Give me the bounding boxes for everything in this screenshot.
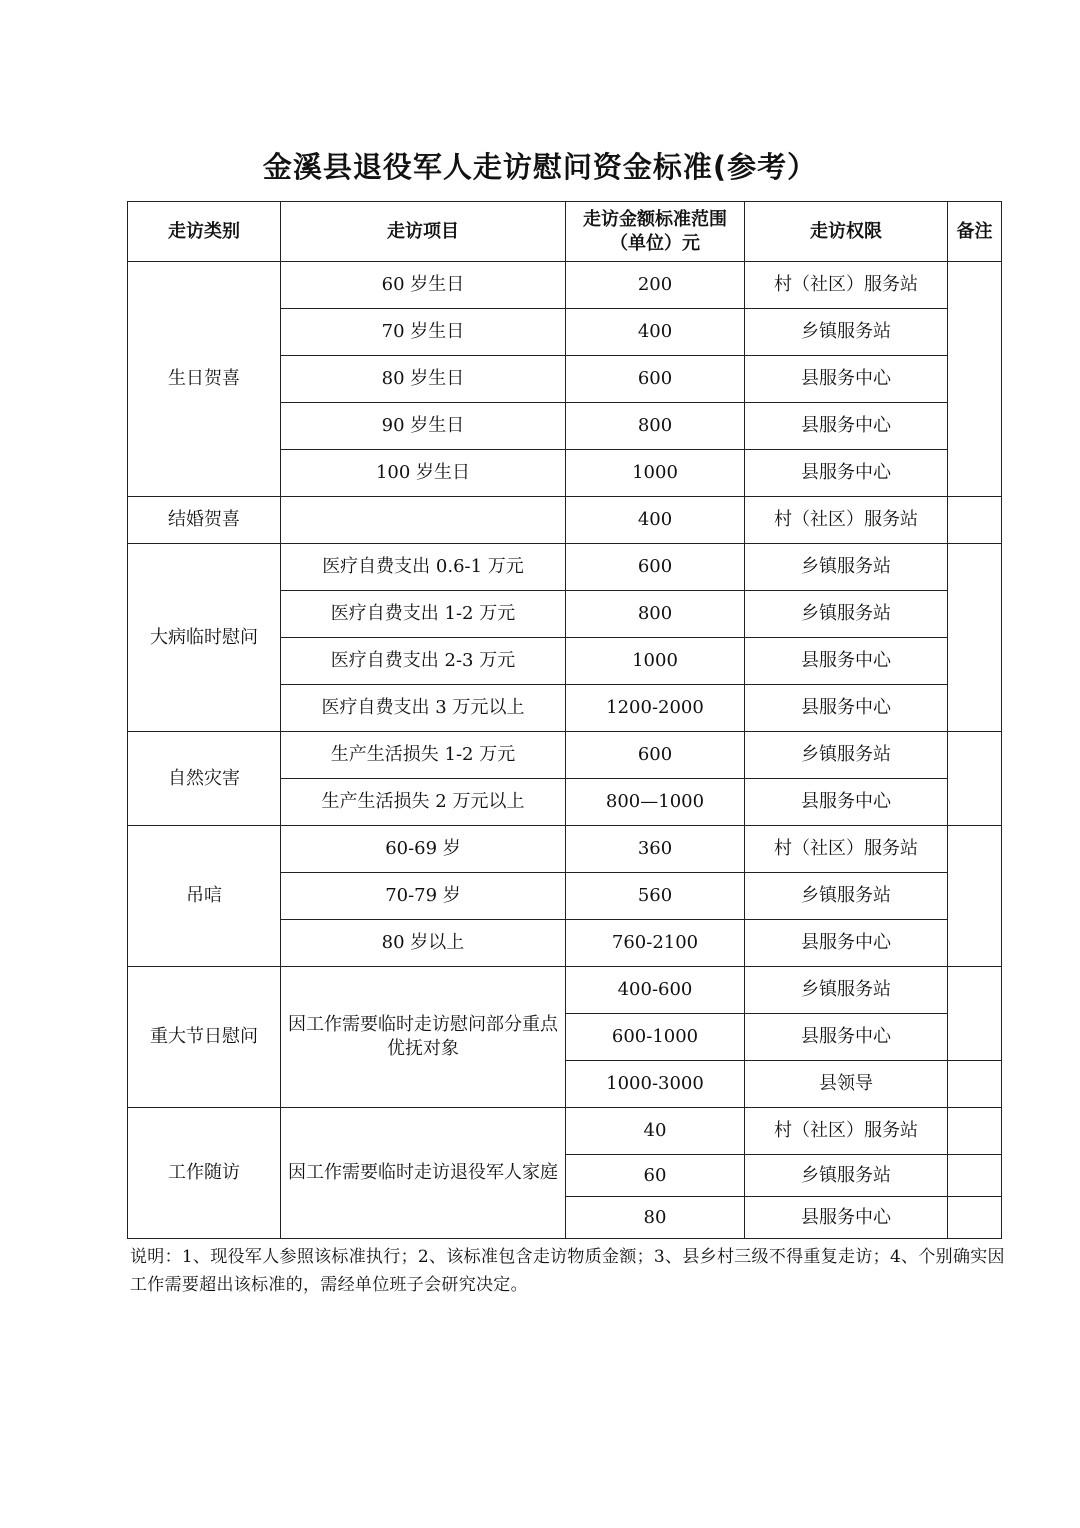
visit-standard-table xyxy=(127,201,1002,1239)
amount-cell: 60 xyxy=(566,1155,745,1197)
authority-cell: 县服务中心 xyxy=(745,356,948,403)
header-amount xyxy=(566,202,745,262)
amount-cell: 1000 xyxy=(566,638,745,685)
amount-cell: 600 xyxy=(566,732,745,779)
header-remark: 备注 xyxy=(948,202,1002,262)
amount-cell: 400 xyxy=(566,497,745,544)
item-cell: 医疗自费支出 1-2 万元 xyxy=(281,591,566,638)
header-amount-line2: （单位）元 xyxy=(610,232,700,254)
authority-cell: 村（社区）服务站 xyxy=(745,497,948,544)
item-cell: 70 岁生日 xyxy=(281,309,566,356)
amount-cell: 80 xyxy=(566,1197,745,1239)
header-authority: 走访权限 xyxy=(745,202,948,262)
header-item: 走访项目 xyxy=(281,202,566,262)
footnote: 说明：1、现役军人参照该标准执行；2、该标准包含走访物质金额；3、县乡村三级不得重复走访；4、个别确实因工作需要超出该标准的，需经单位班子会研究决定。 xyxy=(130,1247,1005,1295)
authority-cell: 县服务中心 xyxy=(745,685,948,732)
remark-cell xyxy=(948,544,1002,732)
amount-cell: 800 xyxy=(566,591,745,638)
amount-cell: 800 xyxy=(566,403,745,450)
item-cell: 医疗自费支出 3 万元以上 xyxy=(281,685,566,732)
category-cell: 生日贺喜 xyxy=(128,262,281,497)
item-cell xyxy=(281,497,566,544)
item-cell: 100 岁生日 xyxy=(281,450,566,497)
amount-cell: 40 xyxy=(566,1108,745,1155)
authority-cell: 县服务中心 xyxy=(745,779,948,826)
authority-cell: 县领导 xyxy=(745,1061,948,1108)
amount-cell: 1000-3000 xyxy=(566,1061,745,1108)
authority-cell: 县服务中心 xyxy=(745,450,948,497)
table-row xyxy=(128,967,1002,1014)
amount-cell: 800—1000 xyxy=(566,779,745,826)
authority-cell: 乡镇服务站 xyxy=(745,544,948,591)
authority-cell: 乡镇服务站 xyxy=(745,732,948,779)
amount-cell: 400-600 xyxy=(566,967,745,1014)
remark-cell xyxy=(948,826,1002,967)
authority-cell: 乡镇服务站 xyxy=(745,591,948,638)
remark-cell xyxy=(948,497,1002,544)
page-title: 金溪县退役军人走访慰问资金标准(参考） xyxy=(262,150,818,184)
amount-cell: 360 xyxy=(566,826,745,873)
header-amount-line1: 走访金额标准范围 xyxy=(583,208,727,230)
authority-cell: 乡镇服务站 xyxy=(745,967,948,1014)
authority-cell: 乡镇服务站 xyxy=(745,309,948,356)
remark-cell xyxy=(948,732,1002,826)
amount-cell: 600 xyxy=(566,356,745,403)
category-cell: 大病临时慰问 xyxy=(128,544,281,732)
remark-cell xyxy=(948,1197,1002,1239)
authority-cell: 县服务中心 xyxy=(745,403,948,450)
category-cell: 工作随访 xyxy=(128,1108,281,1239)
item-cell: 医疗自费支出 2-3 万元 xyxy=(281,638,566,685)
table-row xyxy=(128,262,1002,309)
amount-cell: 760-2100 xyxy=(566,920,745,967)
table-row xyxy=(128,1108,1002,1155)
authority-cell: 村（社区）服务站 xyxy=(745,262,948,309)
authority-cell: 县服务中心 xyxy=(745,638,948,685)
amount-cell: 600-1000 xyxy=(566,1014,745,1061)
item-cell: 60 岁生日 xyxy=(281,262,566,309)
amount-cell: 560 xyxy=(566,873,745,920)
header-row xyxy=(128,202,1002,262)
category-cell: 重大节日慰问 xyxy=(128,967,281,1108)
amount-cell: 1000 xyxy=(566,450,745,497)
item-cell: 因工作需要临时走访退役军人家庭 xyxy=(281,1108,566,1239)
authority-cell: 村（社区）服务站 xyxy=(745,826,948,873)
category-cell: 吊唁 xyxy=(128,826,281,967)
item-cell: 因工作需要临时走访慰问部分重点优抚对象 xyxy=(281,967,566,1108)
item-cell: 医疗自费支出 0.6-1 万元 xyxy=(281,544,566,591)
authority-cell: 乡镇服务站 xyxy=(745,1155,948,1197)
remark-cell xyxy=(948,1061,1002,1108)
authority-cell: 村（社区）服务站 xyxy=(745,1108,948,1155)
category-cell: 自然灾害 xyxy=(128,732,281,826)
item-cell: 90 岁生日 xyxy=(281,403,566,450)
remark-cell xyxy=(948,1155,1002,1197)
item-cell: 80 岁生日 xyxy=(281,356,566,403)
table-row xyxy=(128,732,1002,779)
item-cell: 生产生活损失 1-2 万元 xyxy=(281,732,566,779)
table-row xyxy=(128,544,1002,591)
amount-cell: 600 xyxy=(566,544,745,591)
table-row xyxy=(128,497,1002,544)
authority-cell: 县服务中心 xyxy=(745,1197,948,1239)
amount-cell: 1200-2000 xyxy=(566,685,745,732)
authority-cell: 县服务中心 xyxy=(745,1014,948,1061)
remark-cell xyxy=(948,1108,1002,1155)
item-cell: 60-69 岁 xyxy=(281,826,566,873)
authority-cell: 县服务中心 xyxy=(745,920,948,967)
header-category: 走访类别 xyxy=(128,202,281,262)
category-cell: 结婚贺喜 xyxy=(128,497,281,544)
remark-cell xyxy=(948,262,1002,497)
amount-cell: 400 xyxy=(566,309,745,356)
item-cell: 70-79 岁 xyxy=(281,873,566,920)
authority-cell: 乡镇服务站 xyxy=(745,873,948,920)
amount-cell: 200 xyxy=(566,262,745,309)
remark-cell xyxy=(948,967,1002,1061)
table-row xyxy=(128,826,1002,873)
item-cell: 生产生活损失 2 万元以上 xyxy=(281,779,566,826)
item-cell: 80 岁以上 xyxy=(281,920,566,967)
